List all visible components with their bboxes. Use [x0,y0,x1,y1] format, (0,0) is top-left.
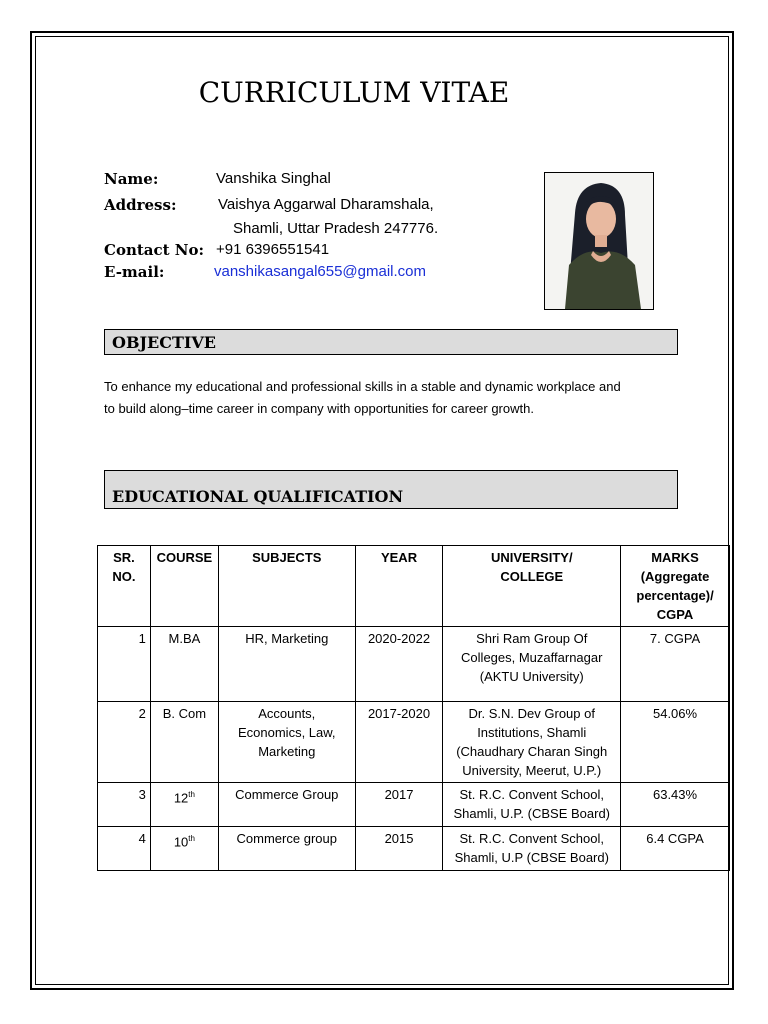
table-row [98,783,730,827]
col-marks: MARKS (Aggregate percentage)/ CGPA [621,546,730,627]
table-row [98,702,730,783]
cell-course: M.BA [150,627,218,702]
cell-sr: 1 [98,627,151,702]
cell-course: B. Com [150,702,218,783]
col-subjects: SUBJECTS [218,546,355,627]
profile-photo [544,172,654,310]
cell-university: St. R.C. Convent School, Shamli, U.P (CBSE Board) [443,827,621,871]
cell-subjects: Commerce group [218,827,355,871]
cell-marks: 54.06% [621,702,730,783]
name-value: Vanshika Singhal [216,170,331,187]
objective-line-1: To enhance my educational and professional skills in a stable and dynamic workplace and [104,379,621,394]
table-row [98,827,730,871]
cell-year: 2017-2020 [355,702,443,783]
contact-value: +91 6396551541 [216,241,330,258]
cell-marks: 63.43% [621,783,730,827]
cell-university: Dr. S.N. Dev Group of Institutions, Shamli (Chaudhary Charan Singh University, Meerut, U.P.) [443,702,621,783]
address-line-2: Shamli, Uttar Pradesh 247776. [233,220,439,237]
col-course: COURSE [150,546,218,627]
objective-line-2: to build along–time career in company with opportunities for career growth. [104,401,534,416]
education-heading: EDUCATIONAL QUALIFICATION [104,470,678,509]
table-header-row [98,546,730,627]
email-link[interactable]: vanshikasangal655@gmail.com [214,263,427,280]
cell-subjects: Accounts, Economics, Law, Marketing [218,702,355,783]
name-label: Name: [104,170,159,188]
cell-year: 2015 [355,827,443,871]
col-university: UNIVERSITY/ COLLEGE [443,546,621,627]
cell-sr: 4 [98,827,151,871]
objective-text [104,376,684,420]
col-sr-no: SR. NO. [98,546,151,627]
cell-year: 2020-2022 [355,627,443,702]
profile-photo-illustration [545,173,653,309]
cell-course: 10th [150,827,218,871]
document-title: CURRICULUM VITAE [198,76,510,109]
cell-course: 12th [150,783,218,827]
cell-subjects: HR, Marketing [218,627,355,702]
cell-subjects: Commerce Group [218,783,355,827]
cell-university: St. R.C. Convent School, Shamli, U.P. (CBSE Board) [443,783,621,827]
cell-year: 2017 [355,783,443,827]
education-table [97,545,730,871]
objective-heading: OBJECTIVE [104,329,678,355]
cell-university: Shri Ram Group Of Colleges, Muzaffarnagar (AKTU University) [443,627,621,702]
cell-sr: 2 [98,702,151,783]
cell-marks: 7. CGPA [621,627,730,702]
contact-label: Contact No: [104,241,205,259]
table-row [98,627,730,702]
cell-sr: 3 [98,783,151,827]
address-label: Address: [104,196,177,214]
address-line-1: Vaishya Aggarwal Dharamshala, [218,196,434,213]
cell-marks: 6.4 CGPA [621,827,730,871]
email-label: E-mail: [104,263,165,281]
col-year: YEAR [355,546,443,627]
